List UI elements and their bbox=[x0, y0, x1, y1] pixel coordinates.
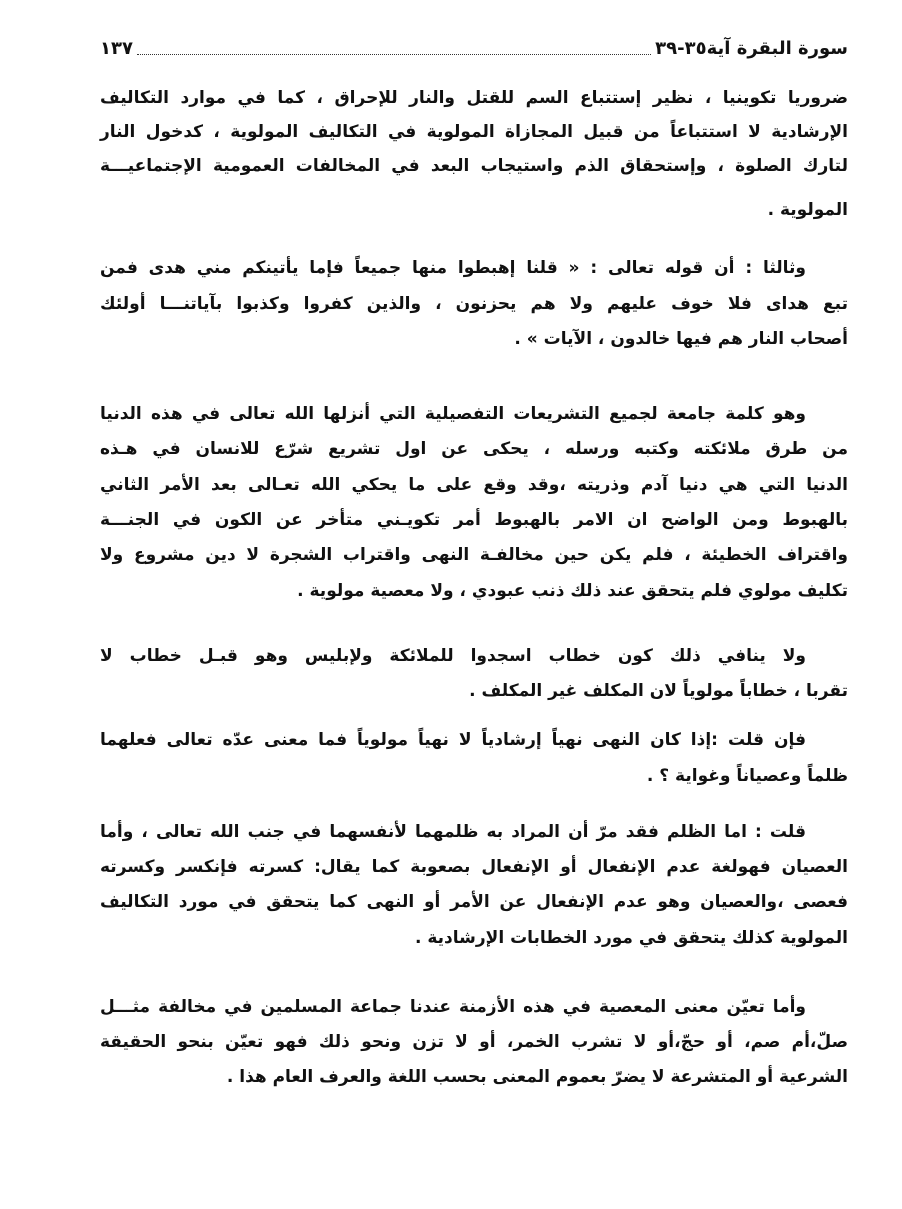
header-title: سورة البقرة آية٣٥-٣٩ bbox=[655, 37, 848, 59]
paragraph-line: المولوية . bbox=[767, 200, 848, 220]
paragraph-line: تبع هداى فلا خوف عليهم ولا هم يحزنون ، والذين كفروا وكذبوا بآياتنـــا أولئك bbox=[100, 294, 848, 314]
paragraph-line: العصيان فهولغة عدم الإنفعال أو الإنفعال بصعوبة كما يقال: كسرته فإنكسر وكسرته bbox=[100, 857, 848, 877]
page-number: ١٣٧ bbox=[100, 37, 133, 59]
paragraph-line: الشرعية أو المتشرعة لا يضرّ بعموم المعنى بحسب اللغة والعرف العام هذا . bbox=[226, 1067, 848, 1087]
paragraph-line: تكليف مولوي فلم يتحقق عند ذلك ذنب عبودي ، ولا معصية مولوية . bbox=[297, 581, 848, 601]
paragraph-line: لتارك الصلوة ، وإستحقاق الذم واستيجاب البعد في المخالفات العمومية الإجتماعيـــة bbox=[100, 156, 848, 176]
paragraph-line: صلّ،أم صم، أو حجّ،أو لا تشرب الخمر، أو لا تزن ونحو ذلك فهو تعيّن بنحو الحقيقة bbox=[100, 1032, 848, 1052]
header-dotted-leader bbox=[137, 42, 651, 55]
paragraph-line: الدنيا التي هي دنيا آدم وذريته ،وقد وقع على ما يحكي الله تعـالى بعد الأمر الثاني bbox=[100, 475, 848, 495]
paragraph-line: ضروريا تكوينيا ، نظير إستتباع السم للقتل والنار للإحراق ، كما في موارد التكاليف bbox=[100, 88, 848, 108]
paragraph-line: من طرق ملائكته وكتبه ورسله ، يحكى عن اول تشريع شرّع للانسان في هـذه bbox=[100, 439, 848, 459]
paragraph-line: وثالثا : أن قوله تعالى : « قلنا إهبطوا منها جميعاً فإما يأتينكم مني هدى فمن bbox=[100, 258, 806, 278]
paragraph-line: وأما تعيّن معنى المعصية في هذه الأزمنة عندنا جماعة المسلمين في مخالفة مثـــل bbox=[100, 997, 806, 1017]
paragraph-line: المولوية كذلك يتحقق في مورد الخطابات الإرشادية . bbox=[414, 928, 848, 948]
paragraph-line: وهو كلمة جامعة لجميع التشريعات التفصيلية التي أنزلها الله تعالى في هذه الدنيا bbox=[100, 404, 806, 424]
paragraph-line: فإن قلت :إذا كان النهى نهياً إرشادياً لا نهياً مولوياً فما معنى عدّه تعالى فعلهما bbox=[100, 730, 806, 750]
paragraph-line: أصحاب النار هم فيها خالدون ، الآيات » . bbox=[514, 329, 848, 349]
paragraph-line: بالهبوط ومن الواضح ان الامر بالهبوط أمر تكويـني متأخر عن الكون في الجنـــة bbox=[100, 510, 848, 530]
paragraph-line: واقتراف الخطيئة ، فلم يكن حين مخالفـة النهى واقتراب الشجرة لا دين مشروع ولا bbox=[100, 545, 848, 565]
paragraph-line: الإرشادية لا استتباعاً من قبيل المجازاة المولوية في التكاليف المولوية ، كدخول النار bbox=[100, 122, 848, 142]
paragraph-line: ظلماً وعصياناً وغواية ؟ . bbox=[646, 766, 848, 786]
paragraph-line: قلت : اما الظلم فقد مرّ أن المراد به ظلمهما لأنفسهما في جنب الله تعالى ، وأما bbox=[100, 822, 806, 842]
paragraph-line: فعصى ،والعصيان وهو عدم الإنفعال عن الأمر أو النهى كما يتحقق في مورد التكاليف bbox=[100, 892, 848, 912]
running-header bbox=[100, 34, 848, 62]
paragraph-line: ولا ينافي ذلك كون خطاب اسجدوا للملائكة ولإبليس وهو قبـل خطاب لا bbox=[100, 646, 806, 666]
paragraph-line: تقربا ، خطاباً مولوياً لان المكلف غير المكلف . bbox=[469, 681, 848, 701]
